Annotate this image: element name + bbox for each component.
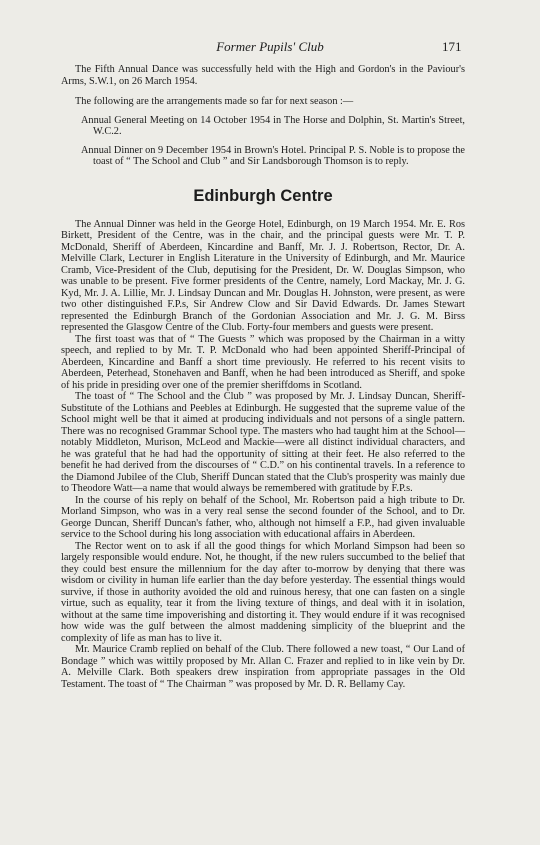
running-title: Former Pupils' Club <box>216 39 324 54</box>
intro-paragraph-arrangements: The following are the arrangements made so far for next season :— <box>75 96 354 107</box>
section-paragraph-rector-reply: In the course of his reply on behalf of the School, Mr. Robertson paid a high tribute to Dr. Morland Simpson, who was in a very real sense the second founder of the School, and to Dr. George Duncan, Sheriff Duncan's father, who, although not himself a F.P., had given invaluable service to the School during his long association with educational affairs in Aberdeen. <box>61 494 465 540</box>
section-paragraph-rector-remarks: The Rector went on to ask if all the good things for which Morland Simpson had been so largely responsible would endure. Not, he thought, if the new rulers succumbed to the belief that they could best ensure the millennium for the day after to-morrow by denying that there was wisdom or civility in human life earlier than the day before yesterday. The essential things would survive, if those in authority avoided the old and ruinous heresy, that one can fasten on a single virtue, such as equality, tear it from the living texture of things, and deal with it in isolation, without at the same time impoverishing and distorting it. They would endure if it was recognised how wide was the gulf between the almost maddening simplicity of the blueprint and the complexity of life as man has to live it. <box>61 540 465 644</box>
section-paragraph-club-reply: Mr. Maurice Cramb replied on behalf of the Club. There followed a new toast, “ Our Land of Bondage ” which was wittily proposed by Mr. Allan C. Frazer and replied to in like vein by Dr. A. Melville Clark. Both speakers drew inspiration from appropriate passages in the Old Testament. The toast of “ The Chairman ” was proposed by Mr. D. R. Bellamy Cay. <box>61 644 465 690</box>
section-paragraph-school-toast: The toast of “ The School and the Club ” was proposed by Mr. J. Lindsay Duncan, Sheriff-Substitute of the Lothians and Peebles at Edinburgh. He suggested that the supreme value of the School might well be that it aimed at producing individuals and not persons of a single pattern. There was no recognised Grammar School type. The masters who had taught him at the School—notably Middleton, Murison, McLeod and Mackie—were all distinct individual characters, and he was grateful that he had had the opportunity of sitting at their feet. He also referred to the benefit he had derived from the discourses of “ C.D.” on his continental travels. In a reference to the Diamond Jubilee of the Club, Sheriff Duncan stated that the Club's prosperity was mainly due to Theodore Watt—a name that would always be remembered with gratitude by F.P.s. <box>61 391 465 494</box>
section-paragraph-dinner: The Annual Dinner was held in the George Hotel, Edinburgh, on 19 March 1954. Mr. E. Ros Birkett, President of the Centre, was in the chair, and the principal guests were Mr. T. P. McDonald, Sheriff of Aberdeen, Kincardine and Banff, Mr. J. J. Robertson, Rector, Dr. A. Melville Clark, Lecturer in English Literature in the University of Edinburgh, and Mr. Maurice Cramb, Vice-President of the Club, deputising for the President, Dr. W. Douglas Simpson, who was unable to be present. Five former presidents of the Centre, namely, Lord Mackay, Mr. J. G. Kyd, Mr. J. A. Lillie, Mr. J. Lindsay Duncan and Mr. Douglas H. Johnston, were present, as were two other distinguished F.P.s, Sir Andrew Clow and Sir David Edwards. Dr. James Stewart represented the Edinburgh Branch of the Gordonian Association and Mr. J. G. M. Birss represented the Glasgow Centre of the Club. Forty-four members and guests were present. <box>61 218 465 333</box>
arrangement-item-agm: Annual General Meeting on 14 October 1954 in The Horse and Dolphin, St. Martin's Street, W.C.2. <box>81 114 465 137</box>
page-content <box>61 64 465 690</box>
page-number: 171 <box>442 39 462 54</box>
section-heading: Edinburgh Centre <box>193 186 333 205</box>
intro-paragraph-dance: The Fifth Annual Dance was successfully held with the High and Gordon's in the Paviour's Arms, S.W.1, on 26 March 1954. <box>61 64 465 87</box>
arrangement-item-dinner: Annual Dinner on 9 December 1954 in Brown's Hotel. Principal P. S. Noble is to propose the toast of “ The School and Club ” and Sir Landsborough Thomson is to reply. <box>81 144 465 167</box>
section-paragraph-guests-toast: The first toast was that of “ The Guests ” which was proposed by the Chairman in a witty speech, and replied to by Mr. T. P. McDonald who had been appointed Sheriff-Principal of Aberdeen, Kincardine and Banff a short time previously. He referred to his recent visits to Aberdeen, Peterhead, Stonehaven and Banff, when he had been introduced as Sheriff, and spoke of his pride in presiding over one of the premier sheriffdoms in Scotland. <box>61 333 465 391</box>
